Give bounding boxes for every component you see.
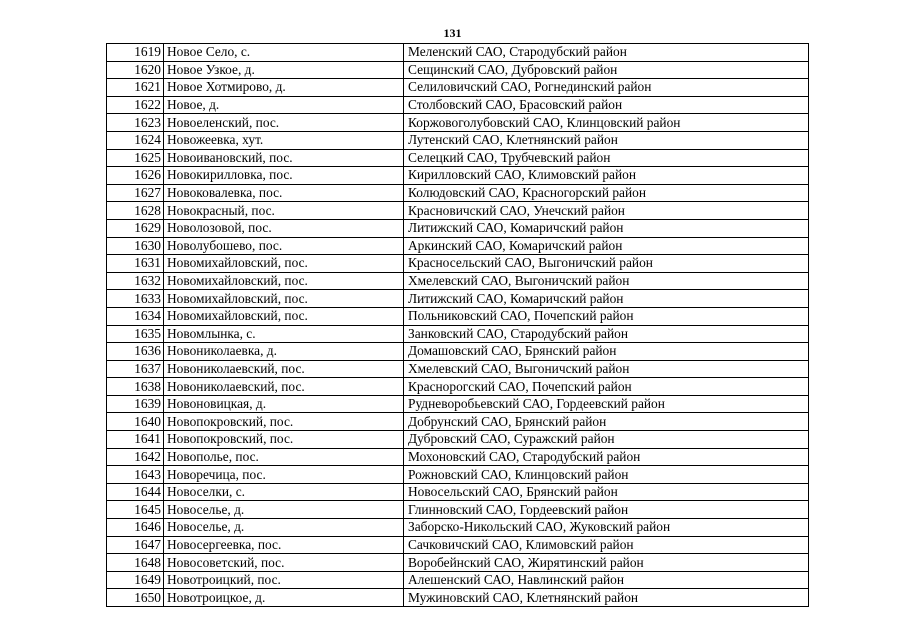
settlement-name-cell: Новокрасный, пос. (164, 202, 404, 220)
table-row (107, 448, 809, 466)
district-cell: Лутенский САО, Клетнянский район (404, 131, 809, 149)
district-cell: Добрунский САО, Брянский район (404, 413, 809, 431)
table-row (107, 413, 809, 431)
row-number-cell: 1641 (107, 431, 164, 449)
district-cell: Польниковский САО, Почепский район (404, 307, 809, 325)
settlement-name-cell: Новоеленский, пос. (164, 114, 404, 132)
table-row (107, 272, 809, 290)
settlement-name-cell: Новожеевка, хут. (164, 131, 404, 149)
settlement-name-cell: Новосоветский, пос. (164, 554, 404, 572)
table-row (107, 431, 809, 449)
district-cell: Рудневоробьевский САО, Гордеевский район (404, 395, 809, 413)
row-number-cell: 1633 (107, 290, 164, 308)
district-cell: Краснорогский САО, Почепский район (404, 378, 809, 396)
district-cell: Алешенский САО, Навлинский район (404, 571, 809, 589)
row-number-cell: 1634 (107, 307, 164, 325)
page-number: 131 (443, 26, 462, 40)
settlement-name-cell: Новое Село, с. (164, 44, 404, 62)
district-cell: Селиловичский САО, Рогнединский район (404, 79, 809, 97)
district-cell: Глинновский САО, Гордеевский район (404, 501, 809, 519)
district-cell: Мужиновский САО, Клетнянский район (404, 589, 809, 607)
district-cell: Занковский САО, Стародубский район (404, 325, 809, 343)
settlement-name-cell: Новокирилловка, пос. (164, 167, 404, 185)
table-row (107, 360, 809, 378)
table-row (107, 114, 809, 132)
settlement-name-cell: Новополье, пос. (164, 448, 404, 466)
row-number-cell: 1632 (107, 272, 164, 290)
settlement-name-cell: Новомихайловский, пос. (164, 255, 404, 273)
table-row (107, 571, 809, 589)
settlements-table-body (107, 44, 809, 607)
row-number-cell: 1639 (107, 395, 164, 413)
table-row (107, 307, 809, 325)
settlement-name-cell: Новониколаевский, пос. (164, 378, 404, 396)
row-number-cell: 1624 (107, 131, 164, 149)
table-row (107, 219, 809, 237)
settlement-name-cell: Новомихайловский, пос. (164, 272, 404, 290)
row-number-cell: 1646 (107, 519, 164, 537)
row-number-cell: 1627 (107, 184, 164, 202)
table-row (107, 343, 809, 361)
district-cell: Селецкий САО, Трубчевский район (404, 149, 809, 167)
settlement-name-cell: Новолубошево, пос. (164, 237, 404, 255)
table-row (107, 466, 809, 484)
row-number-cell: 1625 (107, 149, 164, 167)
row-number-cell: 1621 (107, 79, 164, 97)
table-row (107, 255, 809, 273)
settlement-name-cell: Новое Узкое, д. (164, 61, 404, 79)
table-row (107, 589, 809, 607)
settlement-name-cell: Новомлынка, с. (164, 325, 404, 343)
row-number-cell: 1647 (107, 536, 164, 554)
row-number-cell: 1649 (107, 571, 164, 589)
settlement-name-cell: Новопокровский, пос. (164, 413, 404, 431)
table-row (107, 395, 809, 413)
district-cell: Кирилловский САО, Климовский район (404, 167, 809, 185)
row-number-cell: 1622 (107, 96, 164, 114)
settlement-name-cell: Новоселье, д. (164, 519, 404, 537)
district-cell: Литижский САО, Комаричский район (404, 219, 809, 237)
district-cell: Мохоновский САО, Стародубский район (404, 448, 809, 466)
settlement-name-cell: Новоречица, пос. (164, 466, 404, 484)
settlement-name-cell: Новоновицкая, д. (164, 395, 404, 413)
settlement-name-cell: Новоивановский, пос. (164, 149, 404, 167)
table-row (107, 290, 809, 308)
table-row (107, 519, 809, 537)
settlement-name-cell: Новомихайловский, пос. (164, 290, 404, 308)
table-row (107, 96, 809, 114)
district-cell: Заборско-Никольский САО, Жуковский район (404, 519, 809, 537)
row-number-cell: 1642 (107, 448, 164, 466)
district-cell: Дубровский САО, Суражский район (404, 431, 809, 449)
table-row (107, 536, 809, 554)
row-number-cell: 1635 (107, 325, 164, 343)
table-row (107, 554, 809, 572)
row-number-cell: 1645 (107, 501, 164, 519)
row-number-cell: 1640 (107, 413, 164, 431)
table-row (107, 501, 809, 519)
district-cell: Литижский САО, Комаричский район (404, 290, 809, 308)
settlements-table (106, 43, 809, 607)
district-cell: Домашовский САО, Брянский район (404, 343, 809, 361)
table-row (107, 79, 809, 97)
settlement-name-cell: Новое Хотмирово, д. (164, 79, 404, 97)
row-number-cell: 1637 (107, 360, 164, 378)
district-cell: Хмелевский САО, Выгоничский район (404, 272, 809, 290)
table-row (107, 184, 809, 202)
row-number-cell: 1644 (107, 483, 164, 501)
row-number-cell: 1631 (107, 255, 164, 273)
district-cell: Красновичский САО, Унечский район (404, 202, 809, 220)
table-row (107, 237, 809, 255)
table-row (107, 149, 809, 167)
row-number-cell: 1650 (107, 589, 164, 607)
district-cell: Рожновский САО, Клинцовский район (404, 466, 809, 484)
row-number-cell: 1623 (107, 114, 164, 132)
row-number-cell: 1628 (107, 202, 164, 220)
settlement-name-cell: Новое, д. (164, 96, 404, 114)
settlement-name-cell: Новотроицкий, пос. (164, 571, 404, 589)
district-cell: Хмелевский САО, Выгоничский район (404, 360, 809, 378)
district-cell: Сещинский САО, Дубровский район (404, 61, 809, 79)
table-row (107, 131, 809, 149)
settlement-name-cell: Новосергеевка, пос. (164, 536, 404, 554)
district-cell: Воробейнский САО, Жирятинский район (404, 554, 809, 572)
row-number-cell: 1620 (107, 61, 164, 79)
settlement-name-cell: Новониколаевский, пос. (164, 360, 404, 378)
settlement-name-cell: Новониколаевка, д. (164, 343, 404, 361)
district-cell: Меленский САО, Стародубский район (404, 44, 809, 62)
district-cell: Красносельский САО, Выгоничский район (404, 255, 809, 273)
table-row (107, 61, 809, 79)
row-number-cell: 1626 (107, 167, 164, 185)
settlement-name-cell: Новоселье, д. (164, 501, 404, 519)
district-cell: Новосельский САО, Брянский район (404, 483, 809, 501)
settlement-name-cell: Новопокровский, пос. (164, 431, 404, 449)
row-number-cell: 1648 (107, 554, 164, 572)
table-row (107, 378, 809, 396)
row-number-cell: 1636 (107, 343, 164, 361)
settlement-name-cell: Новоковалевка, пос. (164, 184, 404, 202)
district-cell: Сачковичский САО, Климовский район (404, 536, 809, 554)
table-row (107, 44, 809, 62)
district-cell: Коржовоголубовский САО, Клинцовский район (404, 114, 809, 132)
row-number-cell: 1630 (107, 237, 164, 255)
row-number-cell: 1638 (107, 378, 164, 396)
table-row (107, 325, 809, 343)
table-row (107, 202, 809, 220)
district-cell: Аркинский САО, Комаричский район (404, 237, 809, 255)
settlement-name-cell: Новомихайловский, пос. (164, 307, 404, 325)
settlement-name-cell: Новолозовой, пос. (164, 219, 404, 237)
district-cell: Колюдовский САО, Красногорский район (404, 184, 809, 202)
table-row (107, 167, 809, 185)
settlement-name-cell: Новотроицкое, д. (164, 589, 404, 607)
row-number-cell: 1629 (107, 219, 164, 237)
settlement-name-cell: Новоселки, с. (164, 483, 404, 501)
row-number-cell: 1619 (107, 44, 164, 62)
row-number-cell: 1643 (107, 466, 164, 484)
table-row (107, 483, 809, 501)
district-cell: Столбовский САО, Брасовский район (404, 96, 809, 114)
